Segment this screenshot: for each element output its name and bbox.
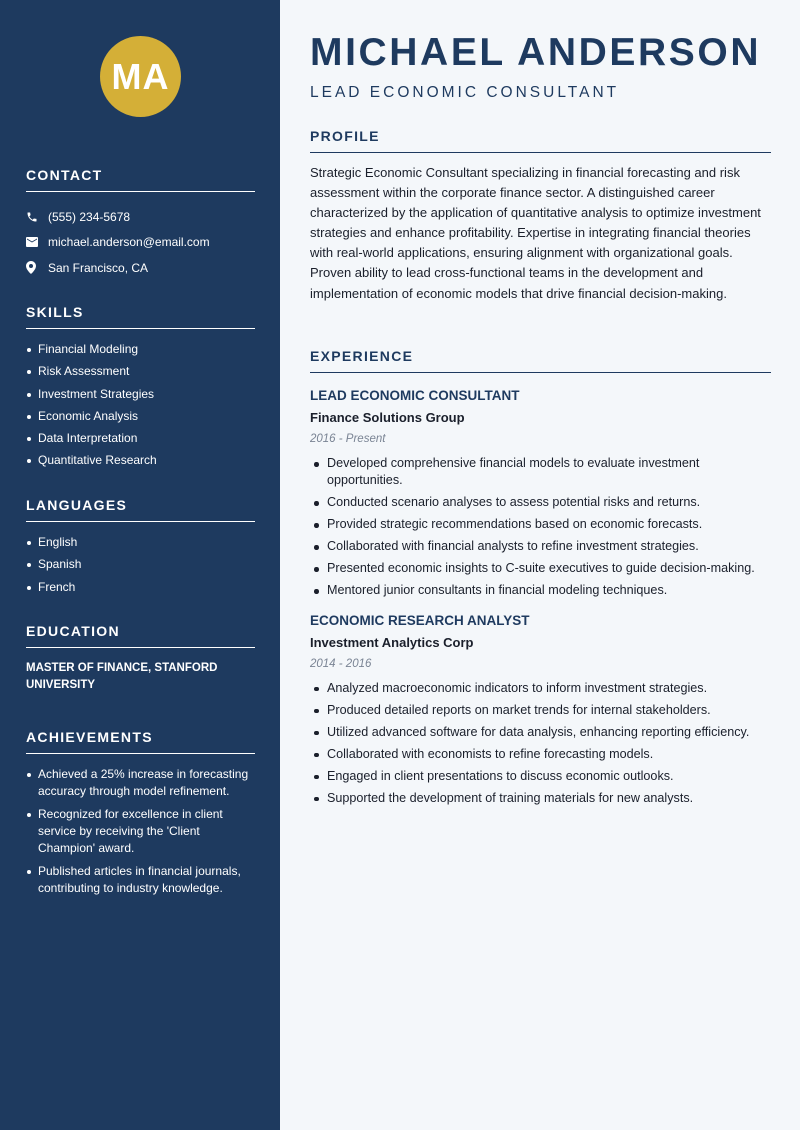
contact-section: [26, 167, 255, 281]
location-text: San Francisco, CA: [48, 260, 149, 275]
language-item: English: [26, 534, 255, 551]
contact-phone: [26, 204, 255, 230]
language-item: French: [26, 579, 255, 596]
job-bullets: [310, 455, 771, 600]
candidate-title: LEAD ECONOMIC CONSULTANT: [310, 84, 620, 101]
job-bullet: Developed comprehensive financial models to evaluate investment opportunities.: [310, 455, 771, 490]
skill-item: Economic Analysis: [26, 408, 255, 425]
email-text: michael.anderson@email.com: [48, 235, 210, 250]
education-heading: EDUCATION: [26, 623, 255, 648]
job-bullet: Collaborated with financial analysts to refine investment strategies.: [310, 538, 771, 555]
job-entry: [310, 612, 771, 807]
avatar-initials: MA: [111, 55, 170, 97]
job-bullet: Supported the development of training materials for new analysts.: [310, 790, 771, 807]
experience-section: [310, 348, 771, 812]
contact-heading: CONTACT: [26, 167, 255, 192]
skill-item: Data Interpretation: [26, 430, 255, 447]
phone-icon: [26, 211, 48, 223]
achievement-item: Recognized for excellence in client service by receiving the 'Client Champion' award.: [26, 806, 255, 857]
job-dates: 2014 - 2016: [310, 657, 372, 670]
achievements-heading: ACHIEVEMENTS: [26, 729, 255, 754]
avatar: [100, 36, 181, 117]
job-role: LEAD ECONOMIC CONSULTANT: [310, 388, 520, 403]
job-entry: [310, 387, 771, 600]
profile-section: [310, 128, 771, 304]
sidebar: [0, 0, 280, 1130]
job-bullet: Provided strategic recommendations based on economic forecasts.: [310, 516, 771, 533]
job-bullet: Conducted scenario analyses to assess potential risks and returns.: [310, 494, 771, 511]
job-bullet: Utilized advanced software for data analysis, enhancing reporting efficiency.: [310, 724, 771, 741]
job-dates: 2016 - Present: [310, 433, 386, 445]
job-bullet: Mentored junior consultants in financial modeling techniques.: [310, 582, 771, 599]
languages-list: [26, 534, 255, 596]
skills-list: [26, 341, 255, 469]
location-pin-icon: [26, 261, 48, 274]
contact-email: [26, 230, 255, 256]
experience-heading: EXPERIENCE: [310, 348, 771, 373]
job-bullet: Produced detailed reports on market trends for internal stakeholders.: [310, 702, 771, 719]
contact-location: [26, 255, 255, 281]
achievements-section: [26, 729, 255, 902]
job-bullet: Presented economic insights to C-suite executives to guide decision-making.: [310, 560, 771, 577]
job-bullet: Collaborated with economists to refine forecasting models.: [310, 746, 771, 763]
skills-section: [26, 304, 255, 475]
email-icon: [26, 237, 48, 247]
languages-section: [26, 497, 255, 601]
job-company: Finance Solutions Group: [310, 410, 465, 425]
achievements-list: [26, 766, 255, 897]
skill-item: Investment Strategies: [26, 386, 255, 403]
skill-item: Quantitative Research: [26, 452, 255, 469]
language-item: Spanish: [26, 556, 255, 573]
skill-item: Risk Assessment: [26, 363, 255, 380]
profile-heading: PROFILE: [310, 128, 771, 153]
job-company: Investment Analytics Corp: [310, 634, 474, 650]
achievement-item: Achieved a 25% increase in forecasting accuracy through model refinement.: [26, 766, 255, 800]
skill-item: Financial Modeling: [26, 341, 255, 358]
achievement-item: Published articles in financial journals, contributing to industry knowledge.: [26, 863, 255, 897]
profile-text: Strategic Economic Consultant specializing in financial forecasting and risk assessment within the corporate finance sector. A distinguished career characterized by the application of quantitative analysis to optimize investment strategies and enhance profitability. Expertise in integrating financial theories with real-world applications, ensuring alignment with organizational goals. Proven ability to lead cross-functional teams in the development and implementation of economic models that drive financial decision-making.: [310, 165, 761, 301]
education-degree: MASTER OF FINANCE, STANFORD UNIVERSITY: [26, 662, 218, 691]
job-bullet: Engaged in client presentations to discuss economic outlooks.: [310, 768, 771, 785]
job-bullets: [310, 680, 771, 807]
languages-heading: LANGUAGES: [26, 497, 255, 522]
job-role: ECONOMIC RESEARCH ANALYST: [310, 612, 530, 628]
skills-heading: SKILLS: [26, 304, 255, 329]
job-bullet: Analyzed macroeconomic indicators to inform investment strategies.: [310, 680, 771, 697]
education-section: [26, 623, 255, 694]
phone-text: (555) 234-5678: [48, 209, 131, 224]
candidate-name: MICHAEL ANDERSON: [310, 31, 762, 74]
